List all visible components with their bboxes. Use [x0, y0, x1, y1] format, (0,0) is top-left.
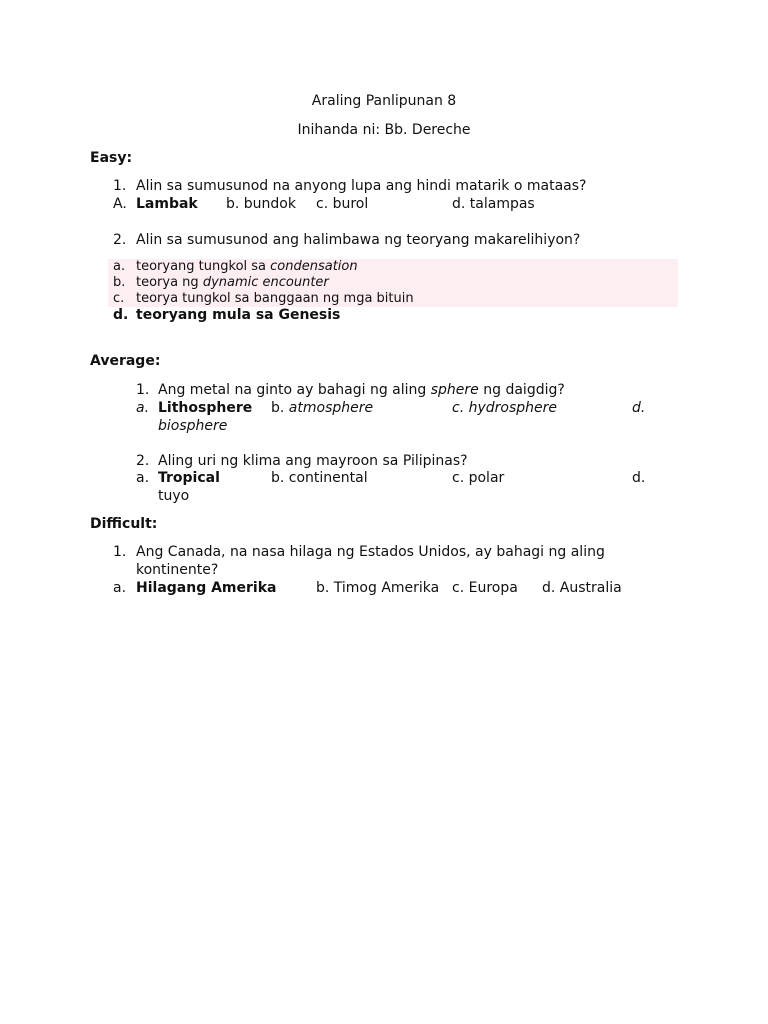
question-text: kontinente?	[136, 562, 219, 578]
section-heading-average: Average:	[90, 353, 161, 369]
choice-letter: A.	[113, 196, 127, 212]
choice: c. burol	[316, 196, 369, 212]
prepared-by: Inihanda ni: Bb. Dereche	[297, 122, 471, 138]
choice: c. Europa	[452, 580, 518, 596]
choice: c. hydrosphere	[452, 400, 557, 416]
choice: b. Timog Amerika	[316, 580, 440, 596]
choice-answer: Hilagang Amerika	[136, 580, 277, 596]
choice-text: teorya tungkol sa banggaan ng mga bituin	[136, 291, 414, 306]
choice-answer: teoryang mula sa Genesis	[136, 307, 341, 323]
choice-letter: d.	[113, 307, 129, 323]
choice-letter: c.	[113, 291, 125, 306]
choice-wrapped-text: biosphere	[158, 418, 228, 434]
choice-text: teorya ng	[136, 275, 203, 290]
choice-answer: Lambak	[136, 196, 198, 212]
choice: d. talampas	[452, 196, 535, 212]
choice-letter: b.	[113, 275, 126, 290]
choice: b. continental	[271, 470, 368, 486]
choice	[136, 275, 329, 291]
question-text-part: Ang metal na ginto ay bahagi ng aling	[158, 382, 431, 398]
choice-italic-text: condensation	[270, 259, 358, 274]
question-number: 2.	[136, 453, 150, 469]
question-number: 1.	[113, 178, 127, 194]
choice-letter: d.	[632, 470, 646, 486]
question-text-italic: sphere	[430, 382, 479, 398]
question-text-part: ng daigdig?	[478, 382, 565, 398]
choice	[271, 399, 373, 417]
choice: b. bundok	[226, 196, 296, 212]
choice-letter: a.	[136, 470, 150, 486]
question-number: 1.	[113, 544, 127, 560]
question-text: Alin sa sumusunod ang halimbawa ng teoryang makarelihiyon?	[136, 232, 581, 248]
choice: d. Australia	[542, 580, 622, 596]
choice-letter: a.	[113, 259, 126, 274]
question-text: Aling uri ng klima ang mayroon sa Pilipinas?	[158, 453, 468, 469]
choice	[136, 259, 358, 275]
choice: c. polar	[452, 470, 505, 486]
choice-wrapped-text: tuyo	[158, 488, 190, 504]
choice-answer: Tropical	[158, 470, 220, 486]
section-heading-easy: Easy:	[90, 150, 133, 166]
choice-italic-text: atmosphere	[288, 400, 374, 416]
section-heading-difficult: Difficult:	[90, 516, 158, 532]
question-number: 2.	[113, 232, 127, 248]
document-title: Araling Panlipunan 8	[311, 93, 457, 109]
question-text	[158, 381, 565, 399]
question-text: Alin sa sumusunod na anyong lupa ang hindi matarik o mataas?	[136, 178, 587, 194]
choice-letter: a.	[136, 400, 150, 416]
question-text: Ang Canada, na nasa hilaga ng Estados Unidos, ay bahagi ng aling	[136, 544, 605, 560]
choice-letter: d.	[632, 400, 646, 416]
choice-answer: Lithosphere	[158, 400, 253, 416]
choice-text: teoryang tungkol sa	[136, 259, 271, 274]
choice-letter: a.	[113, 580, 127, 596]
question-number: 1.	[136, 382, 150, 398]
choice-italic-text: dynamic encounter	[202, 275, 329, 290]
choice-text: b.	[271, 400, 289, 416]
